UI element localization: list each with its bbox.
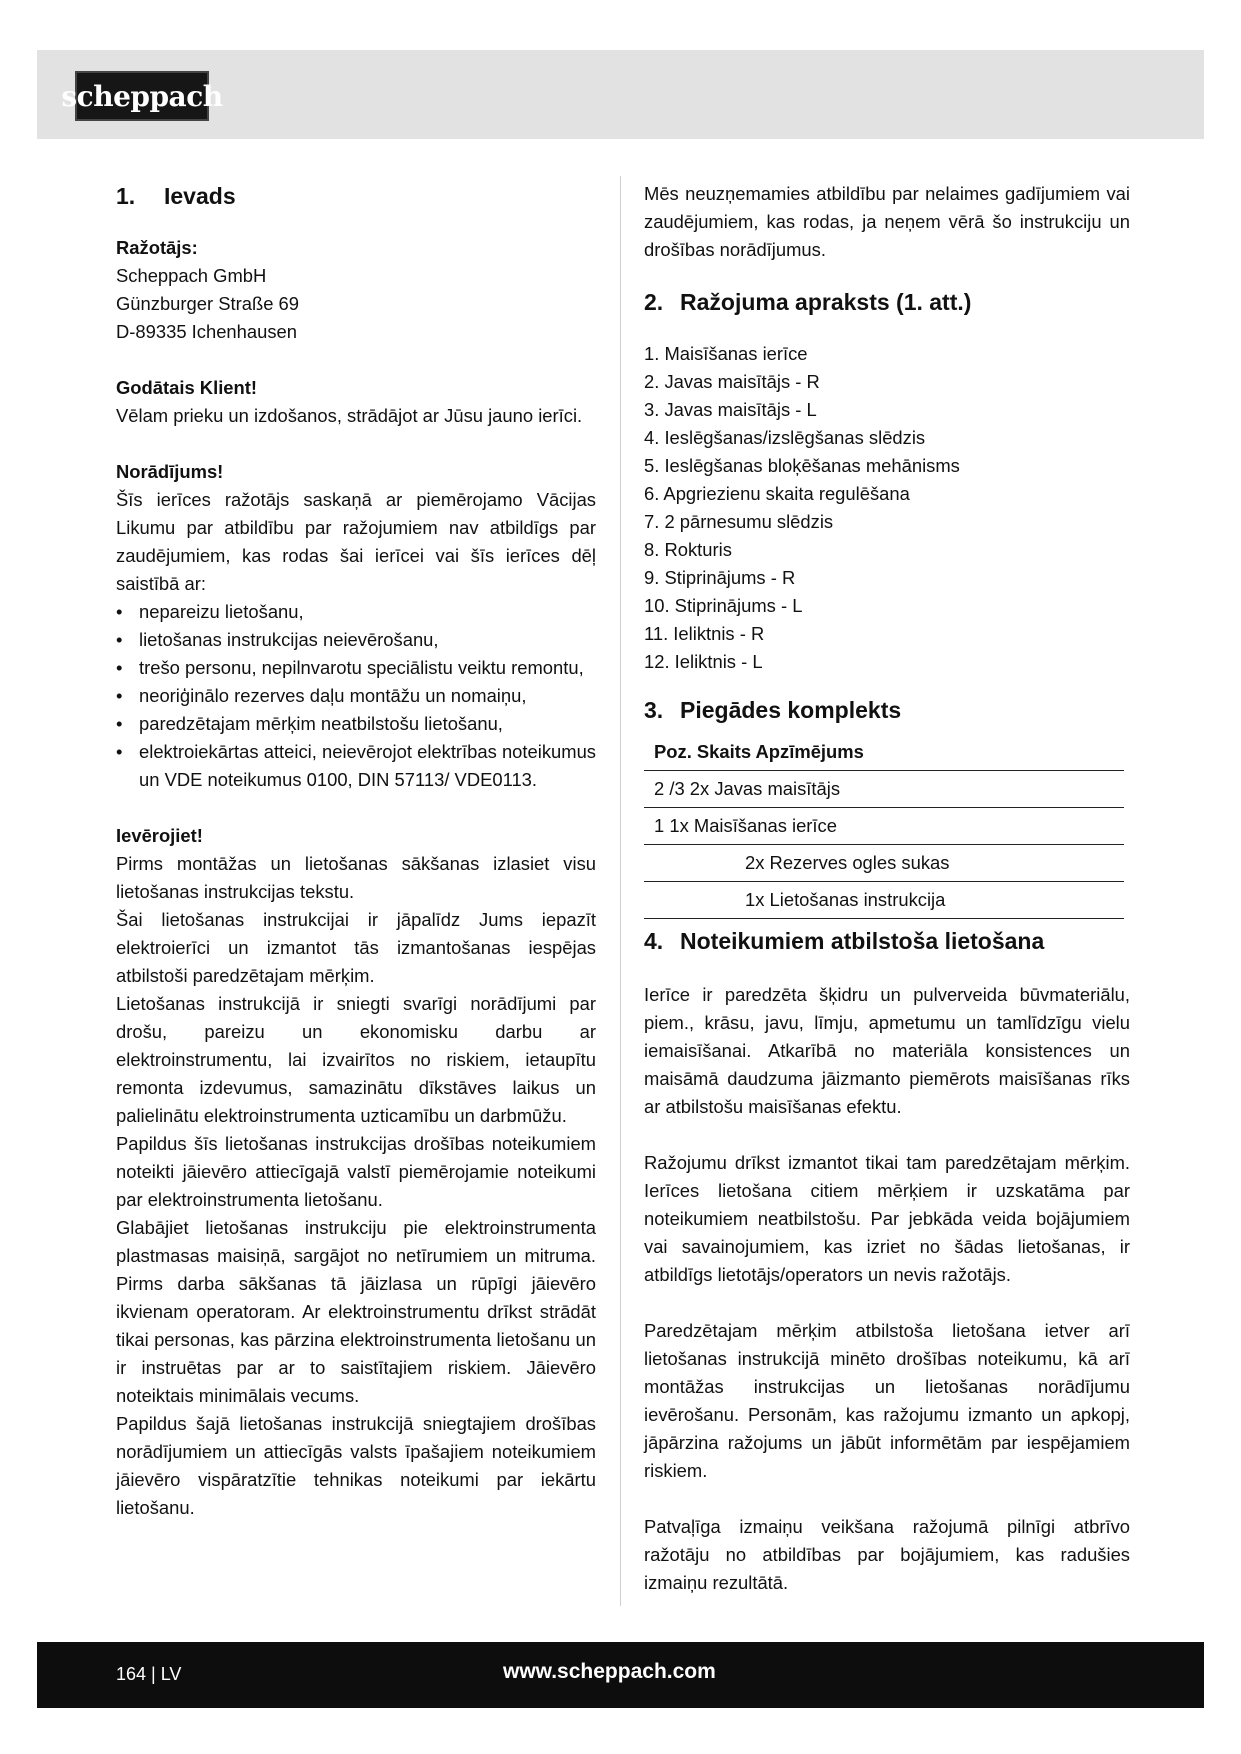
list-item: • elektroiekārtas atteici, neievērojot elektrības noteikumus un VDE noteikumus 0100, DIN 57113/ VDE0113. — [116, 738, 596, 794]
liability-list — [116, 598, 596, 794]
table-cell: 2 /3 2x Javas maisītājs — [654, 778, 841, 799]
list-item: • paredzētajam mērķim neatbilstošu lietošanu, — [116, 710, 596, 738]
intended-use-paragraph: Ierīce ir paredzēta šķidru un pulverveida būvmateriālu, piem., krāsu, javu, līmju, apmetumu un tamlīdzīgu vielu iemaisīšanai. Atkarībā no materiāla konsistences un maisāmā daudzuma jāizmanto piemērots maisīšanas rīks ar atbilstošu maisīšanas efektu. — [644, 984, 1130, 1117]
notice-text: Šīs ierīces ražotājs saskaņā ar piemērojamo Vācijas Likumu par atbildību par ražojumiem nav atbildīgs par zaudējumiem, kas rodas šai ierīcei vai šīs ierīces dēļ saistībā ar: — [116, 489, 596, 594]
observe-paragraph: Glabājiet lietošanas instrukciju pie elektroinstrumenta plastmasas maisiņā, sargājot no netīrumiem un mitruma. Pirms darba sākšanas tā jāizlasa un rūpīgi jāievēro ikvienam operatoram. Ar elektroinstrumentu drīkst strādāt tikai personas, kas pārzina elektroinstrumenta lietošanu un ir instruētas par ar to saistītajiem riskiem. Jāievēro noteiktais minimālais vecums. — [116, 1217, 596, 1406]
section-1-number: 1. — [116, 183, 136, 209]
observe-paragraph: Šai lietošanas instrukcijai ir jāpalīdz Jums iepazīt elektroierīci un izmantot tās izmantošanas iespējas atbilstoši paredzētajam mērķim. — [116, 909, 596, 986]
table-header: Poz. Skaits Apzīmējums — [654, 741, 864, 762]
list-item: 10. Stiprinājums - L — [644, 595, 803, 616]
section-3-heading — [644, 694, 1130, 726]
list-item: • nepareizu lietošanu, — [116, 598, 596, 626]
page-number: 164 | LV — [116, 1664, 182, 1684]
intended-use-paragraph: Paredzētajam mērķim atbilstoša lietošana ietver arī lietošanas instrukcijā minēto drošības noteikumu, kā arī montāžas instrukcijas un lietošanas norādījumu ievērošanu. Personām, kas ražojumu izmanto un apkopj, jāpārzina ražojums un jābūt informētām par iespējamiem riskiem. — [644, 1320, 1130, 1481]
intended-use-paragraph: Ražojumu drīkst izmantot tikai tam paredzētajam mērķim. Ierīces lietošana citiem mērķiem ir uzskatāma par noteikumiem neatbilstošu. Par jebkāda veida bojājumiem vai savainojumiem, kas izriet no šādas lietošanas, ir atbildīgs lietotājs/operators un nevis ražotājs. — [644, 1152, 1130, 1285]
manufacturer-line: Scheppach GmbH — [116, 265, 267, 286]
list-item: 7. 2 pārnesumu slēdzis — [644, 511, 834, 532]
section-4-title: Noteikumiem atbilstoša lietošana — [680, 928, 1045, 954]
list-item: • neoriģinālo rezerves daļu montāžu un nomaiņu, — [116, 682, 596, 710]
manufacturer-line: Günzburger Straße 69 — [116, 293, 299, 314]
list-item: 4. Ieslēgšanas/izslēgšanas slēdzis — [644, 427, 926, 448]
section-4-heading — [644, 925, 1130, 957]
list-item: 12. Ieliktnis - L — [644, 651, 763, 672]
notice-label: Norādījums! — [116, 461, 224, 482]
parts-list — [644, 340, 1130, 676]
intended-use-paragraph: Patvaļīga izmaiņu veikšana ražojumā pilnīgi atbrīvo ražotāju no atbildības par bojājumiem, kas radušies izmaiņu rezultātā. — [644, 1516, 1130, 1593]
table-cell: 1x Lietošanas instrukcija — [745, 889, 946, 910]
footer-band — [37, 1642, 1204, 1708]
list-item: 8. Rokturis — [644, 539, 732, 560]
table-row — [644, 845, 1124, 882]
scheppach-logo: scheppach — [75, 71, 209, 121]
website-link[interactable]: www.scheppach.com — [503, 1660, 716, 1683]
section-3-number: 3. — [644, 697, 664, 723]
section-1-heading — [116, 180, 596, 212]
section-1-title: Ievads — [164, 183, 236, 209]
section-3-title: Piegādes komplekts — [680, 697, 902, 723]
observe-paragraph: Lietošanas instrukcijā ir sniegti svarīgi norādījumi par drošu, pareizu un ekonomisku darbu ar elektroinstrumentu, lai izvairītos no riskiem, ietaupītu remonta izdevumus, samazinātu dīkstāves laikus un palielinātu elektroinstrumenta uzticamību un darbmūžu. — [116, 993, 596, 1126]
observe-paragraph: Papildus šajā lietošanas instrukcijā sniegtajiem drošības norādījumiem un attiecīgās valsts īpašajiem noteikumiem jāievēro vispāratzītie tehnikas noteikumi par iekārtu lietošanu. — [116, 1413, 596, 1518]
list-item: 9. Stiprinājums - R — [644, 567, 796, 588]
table-header-row — [644, 734, 1124, 771]
list-item: 3. Javas maisītājs - L — [644, 399, 817, 420]
column-divider — [620, 176, 621, 1606]
left-column — [116, 180, 596, 1522]
disclaimer-text: Mēs neuzņemamies atbildību par nelaimes gadījumiem vai zaudējumiem, kas rodas, ja neņem vērā šo instrukciju un drošības norādījumus. — [644, 183, 1130, 260]
observe-label: Ievērojiet! — [116, 825, 203, 846]
table-row — [644, 882, 1124, 919]
observe-paragraph: Papildus šīs lietošanas instrukcijas drošības noteikumiem noteikti jāievēro attiecīgajā valstī piemērojamie noteikumi par elektroinstrumenta lietošanu. — [116, 1133, 596, 1210]
list-item: 5. Ieslēgšanas bloķēšanas mehānisms — [644, 455, 960, 476]
table-row — [644, 808, 1124, 845]
section-4-number: 4. — [644, 928, 664, 954]
list-item: • trešo personu, nepilnvarotu speciālistu veiktu remontu, — [116, 654, 596, 682]
dear-customer-text: Vēlam prieku un izdošanos, strādājot ar Jūsu jauno ierīci. — [116, 405, 583, 426]
header-band — [37, 50, 1204, 139]
section-2-heading — [644, 286, 1130, 318]
right-column — [644, 180, 1130, 1597]
manufacturer-line: D-89335 Ichenhausen — [116, 321, 297, 342]
table-cell: 2x Rezerves ogles sukas — [745, 852, 950, 873]
dear-customer-label: Godātais Klient! — [116, 377, 258, 398]
table-row — [644, 771, 1124, 808]
observe-paragraph: Pirms montāžas un lietošanas sākšanas izlasiet visu lietošanas instrukcijas tekstu. — [116, 853, 596, 902]
list-item: 1. Maisīšanas ierīce — [644, 343, 808, 364]
list-item: 2. Javas maisītājs - R — [644, 371, 820, 392]
list-item: • lietošanas instrukcijas neievērošanu, — [116, 626, 596, 654]
manufacturer-label: Ražotājs: — [116, 237, 198, 258]
table-cell: 1 1x Maisīšanas ierīce — [654, 815, 837, 836]
section-2-title: Ražojuma apraksts (1. att.) — [680, 289, 972, 315]
list-item: 6. Apgriezienu skaita regulēšana — [644, 483, 910, 504]
list-item: 11. Ieliktnis - R — [644, 623, 765, 644]
section-2-number: 2. — [644, 289, 664, 315]
delivery-scope-table — [644, 734, 1124, 919]
